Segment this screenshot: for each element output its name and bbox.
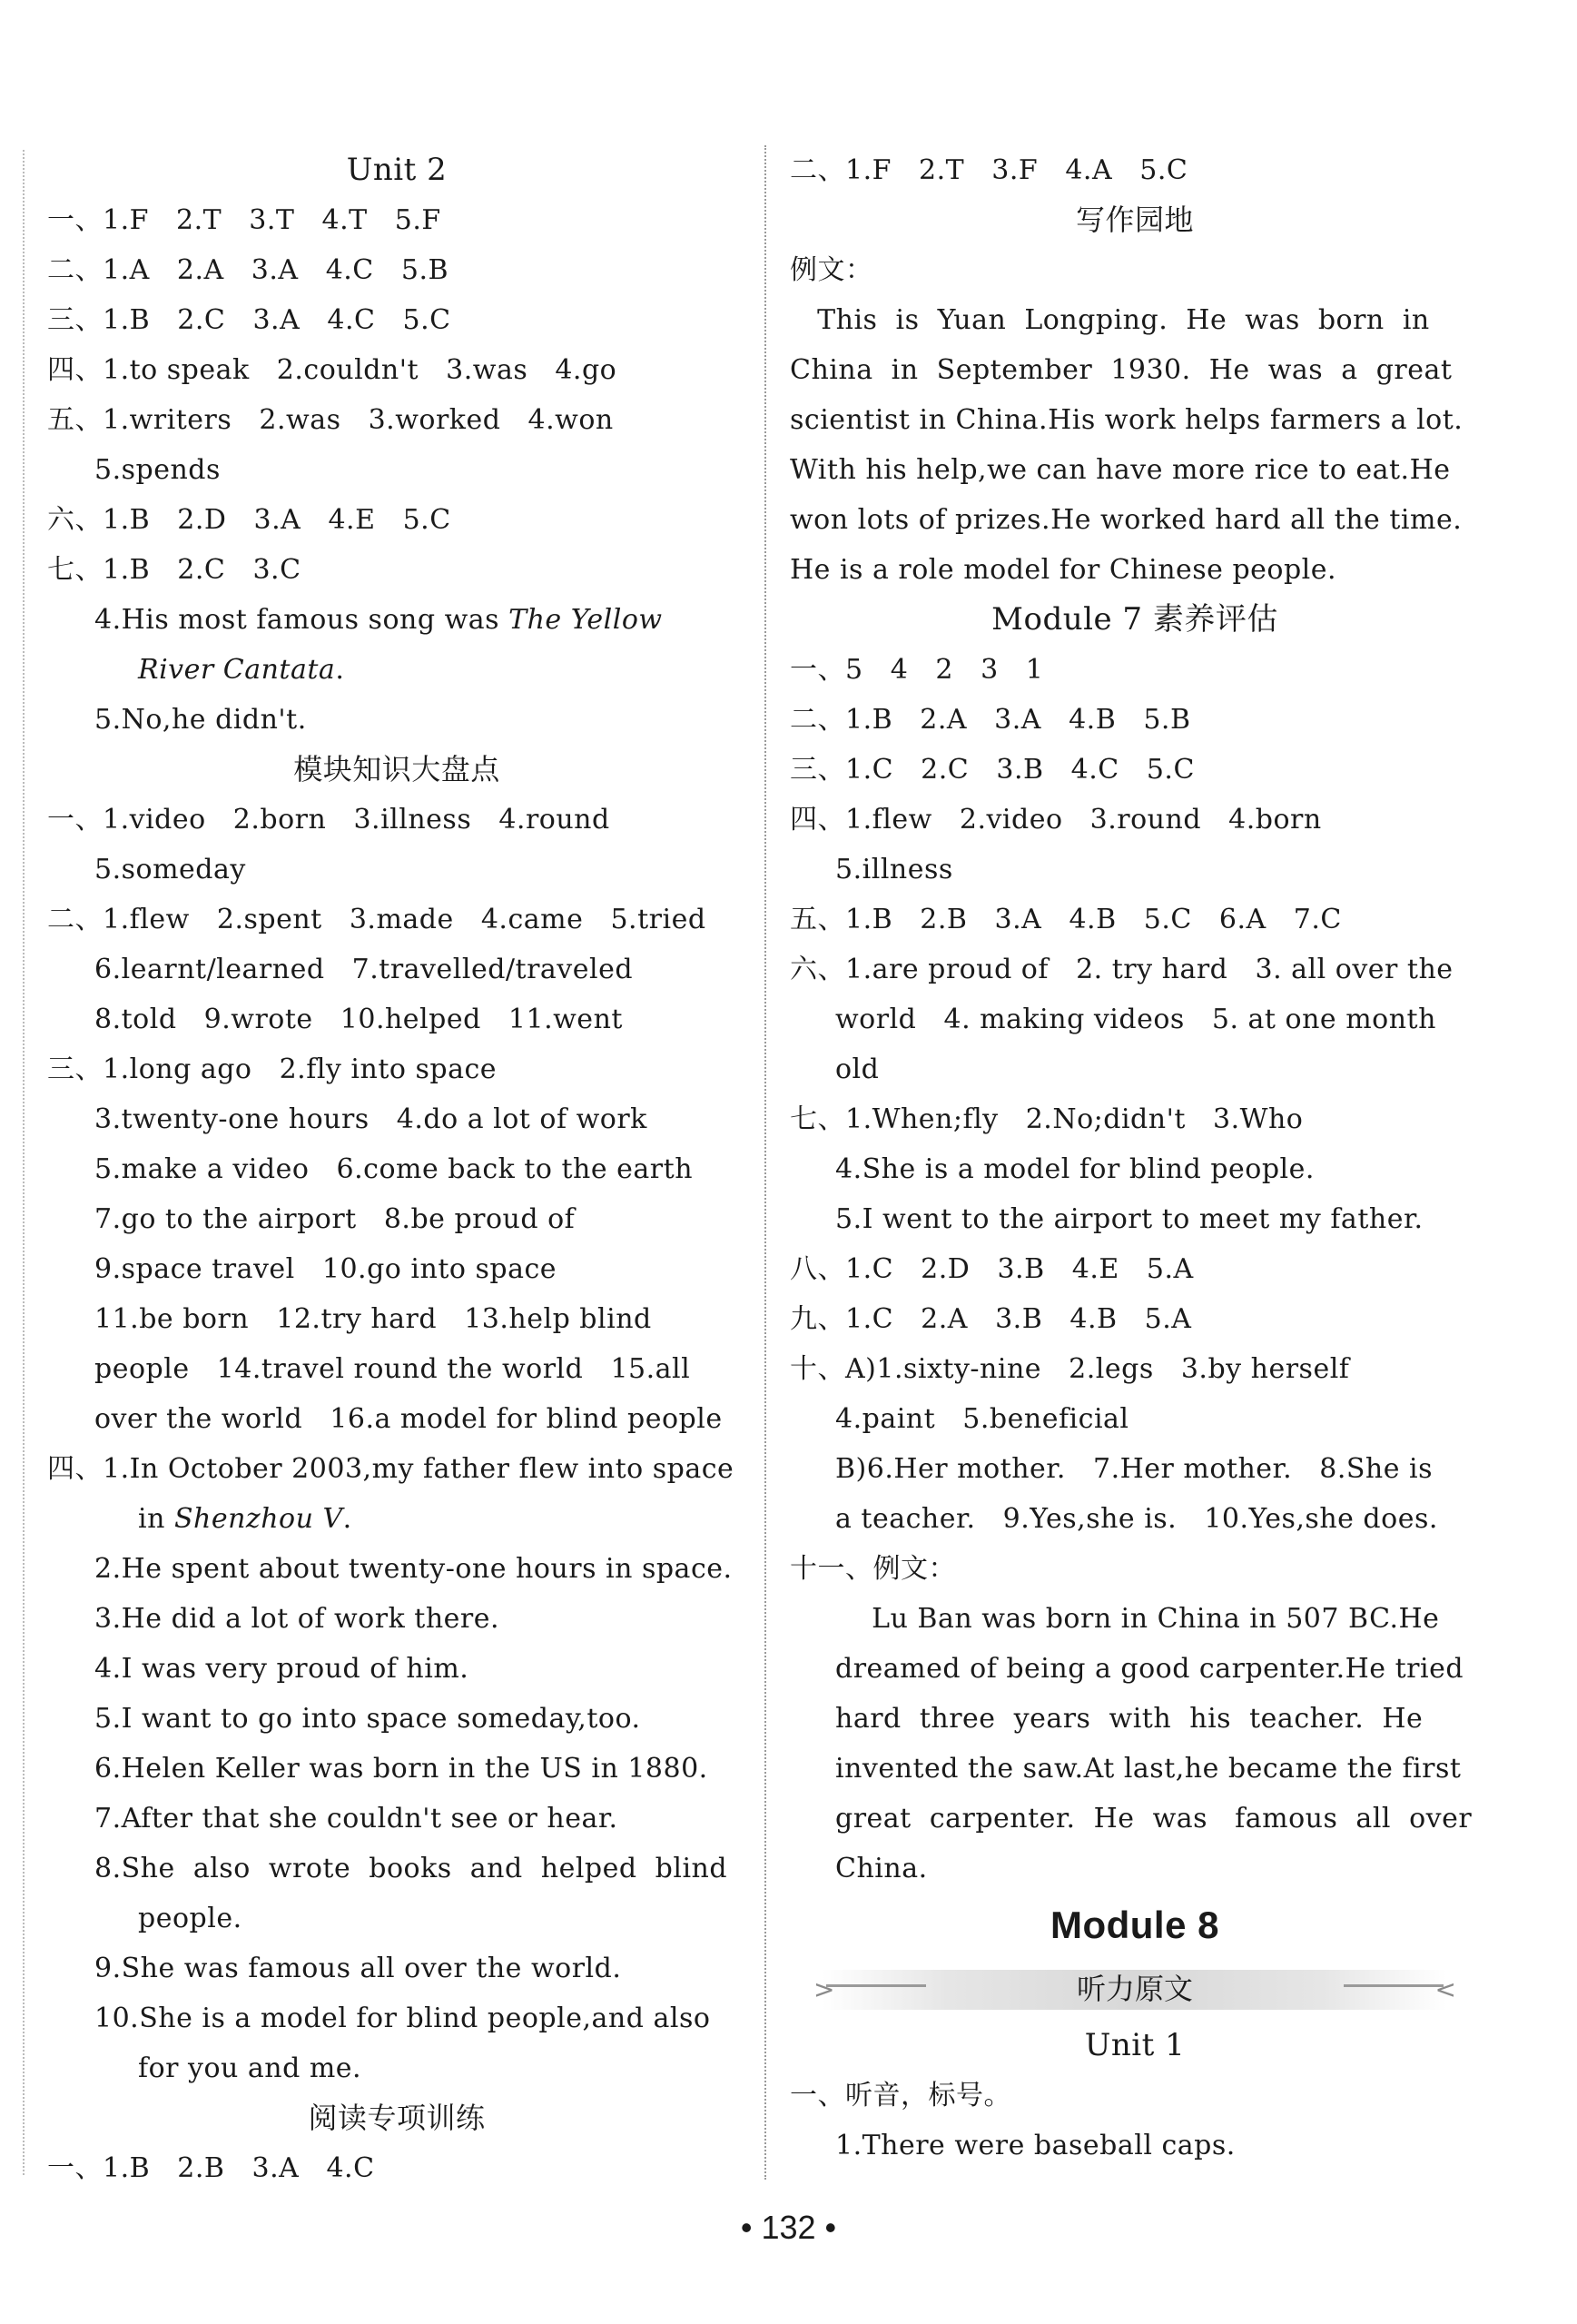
answer-line: 5.I went to the airport to meet my father. xyxy=(835,1203,1424,1235)
answer-line: With his help,we can have more rice to eat.He xyxy=(790,454,1451,486)
answer-line: 八、1.C 2.D 3.B 4.E 5.A xyxy=(790,1253,1194,1285)
answer-line: 五、1.B 2.B 3.A 4.B 5.C 6.A 7.C xyxy=(790,904,1342,935)
answer-text: . xyxy=(335,654,345,686)
answer-line: dreamed of being a good carpenter.He tried xyxy=(835,1653,1464,1685)
section-title: 阅读专项训练 xyxy=(308,2101,486,2135)
answer-line xyxy=(47,645,746,695)
answer-text: . xyxy=(342,1503,352,1535)
answer-line: 五、1.writers 2.was 3.worked 4.won xyxy=(47,404,614,436)
answer-line: 四、1.In October 2003,my father flew into space xyxy=(47,1453,734,1485)
answer-text: in xyxy=(138,1503,174,1535)
answer-line: 5.spends xyxy=(94,454,221,486)
italic-title-text: The Yellow xyxy=(508,604,663,636)
answer-line: 10.She is a model for blind people,and also xyxy=(94,2003,711,2034)
left-margin-rule xyxy=(23,150,25,2175)
answer-line: 9.She was famous all over the world. xyxy=(94,1953,622,1984)
answer-line: 二、1.A 2.A 3.A 4.C 5.B xyxy=(47,254,449,286)
answer-line: 5.illness xyxy=(835,854,953,885)
section-title: 模块知识大盘点 xyxy=(293,752,500,786)
answer-line: This is Yuan Longping. He was born in xyxy=(790,304,1430,336)
answer-text: 4.His most famous song was xyxy=(94,604,509,636)
banner-title: 听力原文 xyxy=(1076,1972,1193,2006)
answer-line: 7.After that she couldn't see or hear. xyxy=(94,1803,618,1834)
section-title: 写作园地 xyxy=(1075,203,1194,237)
column-divider xyxy=(764,145,766,2180)
answer-line: 四、1.flew 2.video 3.round 4.born xyxy=(790,804,1322,836)
answer-line: 5.No,he didn't. xyxy=(94,704,307,736)
answer-line: 9.space travel 10.go into space xyxy=(94,1253,557,1285)
answer-line: 一、5 4 2 3 1 xyxy=(790,654,1044,686)
answer-line: 十、A)1.sixty-nine 2.legs 3.by herself xyxy=(790,1353,1350,1385)
answer-line: 8.She also wrote books and helped blind xyxy=(94,1853,728,1884)
chevron-right-icon: < xyxy=(1434,1974,1456,2004)
answer-line: 3.He did a lot of work there. xyxy=(94,1603,500,1635)
answer-line: world 4. making videos 5. at one month xyxy=(835,1004,1436,1035)
answer-line: He is a role model for Chinese people. xyxy=(790,554,1337,586)
answer-line: 4.paint 5.beneficial xyxy=(835,1403,1129,1435)
section-title: Unit 2 xyxy=(346,152,448,188)
answer-line: 二、1.F 2.T 3.F 4.A 5.C xyxy=(790,154,1188,186)
answer-line: people. xyxy=(138,1903,242,1934)
answer-line: 十一、例文： xyxy=(790,1553,956,1585)
answer-line: 七、1.When;fly 2.No;didn't 3.Who xyxy=(790,1103,1304,1135)
answer-line xyxy=(47,595,746,645)
answer-line xyxy=(47,1494,746,1544)
answer-line: China. xyxy=(835,1853,928,1884)
answer-line: people 14.travel round the world 15.all xyxy=(94,1353,691,1385)
answer-line: 4.I was very proud of him. xyxy=(94,1653,469,1685)
answer-line: 6.learnt/learned 7.travelled/traveled xyxy=(94,954,634,985)
answer-line: over the world 16.a model for blind people xyxy=(94,1403,723,1435)
answer-line: 四、1.to speak 2.couldn't 3.was 4.go xyxy=(47,354,617,386)
module-heading: Module 8 xyxy=(1050,1904,1219,1946)
answer-line: 一、1.F 2.T 3.T 4.T 5.F xyxy=(47,204,441,236)
answer-line: old xyxy=(835,1053,880,1085)
answer-line: 三、1.B 2.C 3.A 4.C 5.C xyxy=(47,304,451,336)
page-number: • 132 • xyxy=(740,2209,837,2246)
italic-title-text: Shenzhou V xyxy=(173,1503,343,1535)
answer-line: won lots of prizes.He worked hard all the time. xyxy=(790,504,1463,536)
section-title: Unit 1 xyxy=(1084,2027,1186,2063)
answer-line: 一、听音，标号。 xyxy=(790,2080,1011,2111)
answer-line: 2.He spent about twenty-one hours in space. xyxy=(94,1553,733,1585)
italic-title-text: River Cantata xyxy=(138,654,336,686)
answer-line: 二、1.B 2.A 3.A 4.B 5.B xyxy=(790,704,1191,736)
answer-line: great carpenter. He was famous all over xyxy=(835,1803,1473,1834)
answer-line: 11.be born 12.try hard 13.help blind xyxy=(94,1303,652,1335)
answer-line: 5.I want to go into space someday,too. xyxy=(94,1703,641,1735)
answer-line: 1.There were baseball caps. xyxy=(835,2130,1236,2161)
answer-line: Lu Ban was born in China in 507 BC.He xyxy=(835,1603,1440,1635)
left-column xyxy=(47,145,746,2193)
answer-line: 8.told 9.wrote 10.helped 11.went xyxy=(94,1004,623,1035)
answer-line: a teacher. 9.Yes,she is. 10.Yes,she does. xyxy=(835,1503,1438,1535)
answer-line: 7.go to the airport 8.be proud of xyxy=(94,1203,576,1235)
answer-line: 一、1.video 2.born 3.illness 4.round xyxy=(47,804,610,836)
answer-line: 5.someday xyxy=(94,854,246,885)
answer-line: 六、1.are proud of 2. try hard 3. all over the xyxy=(790,954,1454,985)
answer-line: China in September 1930. He was a great xyxy=(790,354,1453,386)
answer-line: 七、1.B 2.C 3.C xyxy=(47,554,301,586)
answer-line: 一、1.B 2.B 3.A 4.C xyxy=(47,2152,375,2184)
answer-line: 六、1.B 2.D 3.A 4.E 5.C xyxy=(47,504,451,536)
answer-line: 6.Helen Keller was born in the US in 1880. xyxy=(94,1753,708,1785)
answer-line: 4.She is a model for blind people. xyxy=(835,1153,1315,1185)
answer-line: 5.make a video 6.come back to the earth xyxy=(94,1153,694,1185)
answer-line: B)6.Her mother. 7.Her mother. 8.She is xyxy=(835,1453,1434,1485)
answer-line: hard three years with his teacher. He xyxy=(835,1703,1424,1735)
right-column xyxy=(790,145,1480,2171)
answer-line: 二、1.flew 2.spent 3.made 4.came 5.tried xyxy=(47,904,706,935)
section-title: Module 7 素养评估 xyxy=(991,601,1278,638)
answer-line: 例文： xyxy=(790,254,873,286)
answer-line: scientist in China.His work helps farmers a lot. xyxy=(790,404,1464,436)
answer-line: 九、1.C 2.A 3.B 4.B 5.A xyxy=(790,1303,1192,1335)
answer-line: for you and me. xyxy=(138,2052,362,2084)
section-banner xyxy=(790,1957,1480,2021)
chevron-left-icon: > xyxy=(813,1974,835,2004)
answer-line: invented the saw.At last,he became the first xyxy=(835,1753,1462,1785)
answer-line: 三、1.long ago 2.fly into space xyxy=(47,1053,498,1085)
answer-line: 3.twenty-one hours 4.do a lot of work xyxy=(94,1103,647,1135)
answer-line: 三、1.C 2.C 3.B 4.C 5.C xyxy=(790,754,1195,786)
